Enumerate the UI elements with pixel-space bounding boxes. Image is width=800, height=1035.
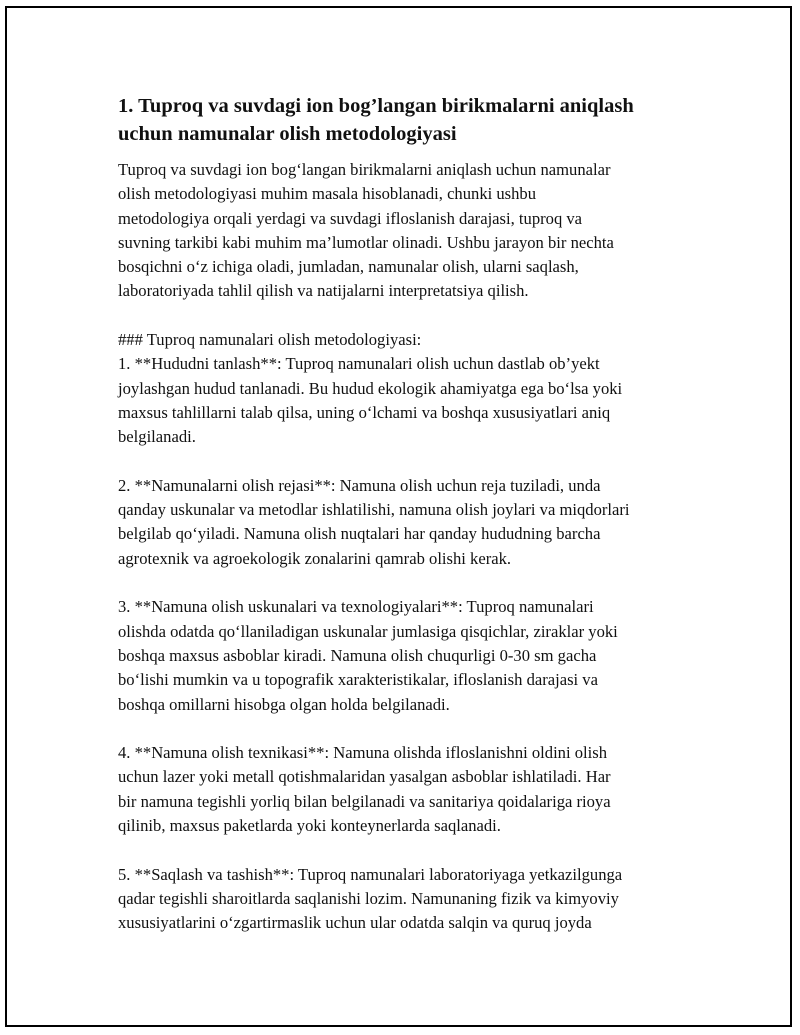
text-line: belgilab qo‘yiladi. Namuna olish nuqtalari har qanday hududning barcha [118, 524, 601, 544]
text-line: laboratoriyada tahlil qilish va natijalarni interpretatsiya qilish. [118, 281, 529, 301]
step-4-paragraph [118, 741, 718, 838]
blank-line [118, 838, 718, 862]
text-line: belgilanadi. [118, 427, 196, 447]
text-line: agrotexnik va agroekologik zonalarini qamrab olishi kerak. [118, 548, 512, 568]
document-body [118, 92, 718, 936]
blank-line [118, 450, 718, 474]
text-line: xususiyatlarini o‘zgartirmaslik uchun ular odatda salqin va quruq joyda [118, 913, 592, 933]
text-line: uchun lazer yoki metall qotishmalaridan yasalgan asboblar ishlatiladi. Har [118, 767, 611, 787]
title-line-1: 1. Tuproq va suvdagi ion bog’langan birikmalarni aniqlash [118, 95, 634, 117]
text-line: boshqa maxsus asboblar kiradi. Namuna olish chuqurligi 0-30 sm gacha [118, 645, 597, 665]
text-line: 1. **Hududni tanlash**: Tuproq namunalari olish uchun dastlab ob’yekt [118, 354, 600, 374]
title-line-2: uchun namunalar olish metodologiyasi [118, 123, 457, 145]
text-line: bir namuna tegishli yorliq bilan belgilanadi va sanitariya qoidalariga rioya [118, 791, 611, 811]
blank-line [118, 571, 718, 595]
text-line: boshqa omillarni hisobga olgan holda belgilanadi. [118, 694, 450, 714]
text-line: qadar tegishli sharoitlarda saqlanishi lozim. Namunaning fizik va kimyoviy [118, 888, 619, 908]
step-5-paragraph [118, 863, 718, 936]
text-line: olishda odatda qo‘llaniladigan uskunalar jumlasiga qisqichlar, ziraklar yoki [118, 621, 618, 641]
blank-line [118, 717, 718, 741]
intro-paragraph [118, 158, 718, 304]
text-line: Tuproq va suvdagi ion bog‘langan birikmalarni aniqlash uchun namunalar [118, 160, 611, 179]
step-1-paragraph [118, 352, 718, 449]
document-title [118, 92, 718, 148]
text-line: 2. **Namunalarni olish rejasi**: Namuna olish uchun reja tuziladi, unda [118, 475, 601, 495]
text-line: bosqichni o‘z ichiga oladi, jumladan, namunalar olish, ularni saqlash, [118, 257, 579, 277]
text-line: 4. **Namuna olish texnikasi**: Namuna olishda ifloslanishni oldini olish [118, 743, 608, 763]
text-line: qanday uskunalar va metodlar ishlatilishi, namuna olish joylari va miqdorlari [118, 500, 630, 520]
text-line: olish metodologiyasi muhim masala hisoblanadi, chunki ushbu [118, 184, 537, 204]
blank-line [118, 304, 718, 328]
text-line: suvning tarkibi kabi muhim ma’lumotlar olinadi. Ushbu jarayon bir nechta [118, 232, 614, 252]
step-3-paragraph [118, 595, 718, 716]
text-line: 5. **Saqlash va tashish**: Tuproq namunalari laboratoriyaga yetkazilgunga [118, 864, 623, 884]
text-line: 3. **Namuna olish uskunalari va texnologiyalari**: Tuproq namunalari [118, 597, 594, 617]
text-line: metodologiya orqali yerdagi va suvdagi ifloslanish darajasi, tuproq va [118, 208, 583, 228]
text-line: bo‘lishi mumkin va u topografik xarakteristikalar, ifloslanish darajasi va [118, 670, 598, 690]
text-line: joylashgan hudud tanlanadi. Bu hudud ekologik ahamiyatga ega bo‘lsa yoki [118, 378, 623, 398]
section-heading: ### Tuproq namunalari olish metodologiyasi: [118, 330, 422, 350]
step-2-paragraph [118, 474, 718, 571]
text-line: qilinib, maxsus paketlarda yoki konteynerlarda saqlanadi. [118, 816, 501, 836]
text-line: maxsus tahlillarni talab qilsa, uning o‘lchami va boshqa xususiyatlari aniq [118, 402, 611, 422]
